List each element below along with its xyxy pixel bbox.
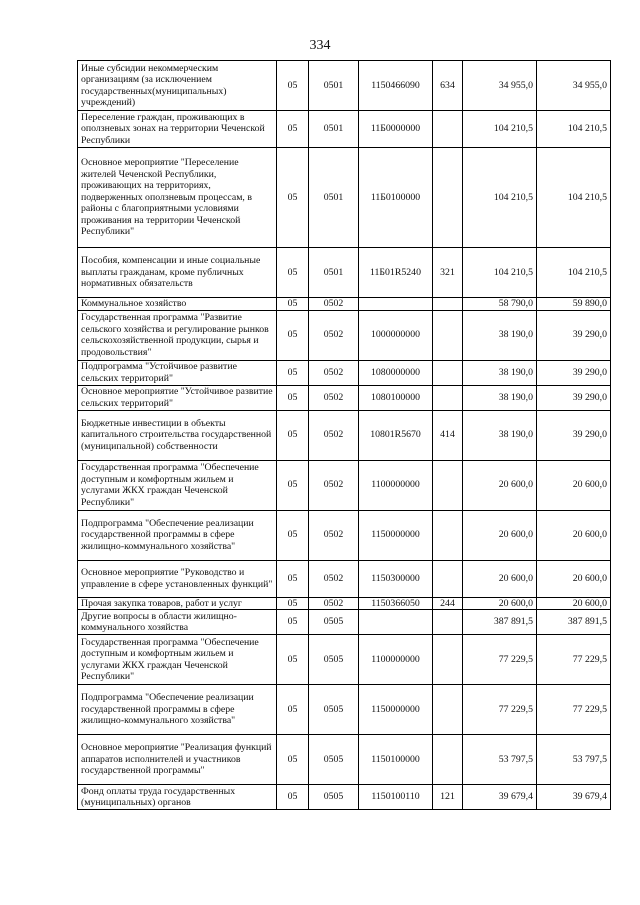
cell-name: Бюджетные инвестиции в объекты капитального строительства государственной (муниципальной) собственности: [78, 410, 277, 460]
table-row: [78, 360, 611, 385]
cell-subsection: 0502: [309, 597, 359, 610]
cell-subsection: 0502: [309, 460, 359, 510]
cell-amount-2: 39 290,0: [537, 410, 611, 460]
table-row: [78, 310, 611, 360]
cell-expense-type: 321: [433, 248, 463, 298]
cell-subsection: 0502: [309, 410, 359, 460]
cell-name: Основное мероприятие "Устойчивое развитие сельских территорий": [78, 385, 277, 410]
cell-section: 05: [277, 248, 309, 298]
cell-amount-2: 59 890,0: [537, 298, 611, 311]
table-row: [78, 510, 611, 560]
cell-amount-1: 38 190,0: [463, 310, 537, 360]
cell-section: 05: [277, 560, 309, 597]
budget-table-body: [78, 61, 611, 810]
cell-amount-1: 104 210,5: [463, 148, 537, 248]
cell-subsection: 0502: [309, 560, 359, 597]
cell-expense-type: [433, 610, 463, 635]
cell-name: Коммунальное хозяйство: [78, 298, 277, 311]
cell-expense-type: [433, 310, 463, 360]
cell-name: Государственная программа "Развитие сельского хозяйства и регулирование рынков сельскохозяйственной продукции, сырья и продовольствия": [78, 310, 277, 360]
cell-section: 05: [277, 310, 309, 360]
table-row: [78, 785, 611, 810]
table-row: [78, 460, 611, 510]
cell-target-article: 1150100000: [359, 735, 433, 785]
cell-subsection: 0501: [309, 148, 359, 248]
table-row: [78, 735, 611, 785]
cell-expense-type: [433, 510, 463, 560]
cell-subsection: 0505: [309, 635, 359, 685]
cell-amount-2: 39 290,0: [537, 360, 611, 385]
cell-subsection: 0505: [309, 610, 359, 635]
cell-amount-2: 20 600,0: [537, 597, 611, 610]
cell-amount-2: 34 955,0: [537, 61, 611, 111]
cell-expense-type: [433, 148, 463, 248]
cell-amount-1: 38 190,0: [463, 385, 537, 410]
cell-amount-2: 104 210,5: [537, 111, 611, 148]
cell-expense-type: [433, 360, 463, 385]
cell-section: 05: [277, 510, 309, 560]
cell-target-article: 11Б0100000: [359, 148, 433, 248]
cell-amount-1: 53 797,5: [463, 735, 537, 785]
cell-section: 05: [277, 735, 309, 785]
cell-expense-type: 244: [433, 597, 463, 610]
cell-amount-2: 77 229,5: [537, 685, 611, 735]
cell-section: 05: [277, 111, 309, 148]
table-row: [78, 148, 611, 248]
cell-section: 05: [277, 785, 309, 810]
cell-amount-1: 387 891,5: [463, 610, 537, 635]
cell-section: 05: [277, 610, 309, 635]
cell-amount-1: 39 679,4: [463, 785, 537, 810]
cell-name: Основное мероприятие "Переселение жителей Чеченской Республики, проживающих на территориях, подверженных оползневым процессам, в районы с благоприятными условиями проживания на территории Чеченской Республики": [78, 148, 277, 248]
cell-name: Другие вопросы в области жилищно-коммунального хозяйства: [78, 610, 277, 635]
cell-subsection: 0502: [309, 310, 359, 360]
cell-target-article: 1150300000: [359, 560, 433, 597]
cell-target-article: 1100000000: [359, 460, 433, 510]
cell-name: Переселение граждан, проживающих в оползневых зонах на территории Чеченской Республики: [78, 111, 277, 148]
cell-expense-type: 121: [433, 785, 463, 810]
cell-target-article: 1100000000: [359, 635, 433, 685]
cell-target-article: 1150000000: [359, 510, 433, 560]
cell-name: Государственная программа "Обеспечение доступным и комфортным жильем и услугами ЖКХ граждан Чеченской Республики": [78, 460, 277, 510]
cell-section: 05: [277, 460, 309, 510]
cell-expense-type: [433, 385, 463, 410]
cell-amount-1: 77 229,5: [463, 685, 537, 735]
cell-expense-type: [433, 111, 463, 148]
cell-name: Государственная программа "Обеспечение доступным и комфортным жильем и услугами ЖКХ граждан Чеченской Республики": [78, 635, 277, 685]
table-row: [78, 597, 611, 610]
cell-expense-type: [433, 735, 463, 785]
cell-amount-1: 38 190,0: [463, 360, 537, 385]
cell-amount-1: 20 600,0: [463, 510, 537, 560]
cell-target-article: 11Б0000000: [359, 111, 433, 148]
cell-amount-2: 77 229,5: [537, 635, 611, 685]
cell-subsection: 0505: [309, 685, 359, 735]
table-row: [78, 685, 611, 735]
cell-target-article: 1000000000: [359, 310, 433, 360]
cell-name: Прочая закупка товаров, работ и услуг: [78, 597, 277, 610]
cell-name: Иные субсидии некоммерческим организациям (за исключением государственных(муниципальных) учреждений): [78, 61, 277, 111]
cell-expense-type: [433, 460, 463, 510]
cell-subsection: 0505: [309, 735, 359, 785]
cell-target-article: 1150100110: [359, 785, 433, 810]
cell-name: Основное мероприятие "Руководство и управление в сфере установленных функций": [78, 560, 277, 597]
cell-amount-1: 20 600,0: [463, 560, 537, 597]
cell-expense-type: [433, 635, 463, 685]
cell-amount-2: 39 290,0: [537, 385, 611, 410]
cell-expense-type: [433, 560, 463, 597]
cell-section: 05: [277, 61, 309, 111]
cell-amount-1: 77 229,5: [463, 635, 537, 685]
budget-table: [77, 60, 611, 810]
cell-section: 05: [277, 298, 309, 311]
cell-subsection: 0502: [309, 510, 359, 560]
cell-amount-1: 34 955,0: [463, 61, 537, 111]
cell-amount-2: 20 600,0: [537, 560, 611, 597]
table-row: [78, 248, 611, 298]
cell-section: 05: [277, 360, 309, 385]
table-row: [78, 111, 611, 148]
cell-amount-2: 39 290,0: [537, 310, 611, 360]
cell-expense-type: 634: [433, 61, 463, 111]
cell-section: 05: [277, 385, 309, 410]
table-row: [78, 385, 611, 410]
cell-amount-1: 38 190,0: [463, 410, 537, 460]
table-row: [78, 635, 611, 685]
cell-subsection: 0505: [309, 785, 359, 810]
page-number: 334: [309, 38, 331, 53]
table-row: [78, 610, 611, 635]
table-row: [78, 61, 611, 111]
cell-amount-2: 104 210,5: [537, 148, 611, 248]
cell-amount-2: 39 679,4: [537, 785, 611, 810]
cell-target-article: 1150000000: [359, 685, 433, 735]
cell-amount-1: 20 600,0: [463, 597, 537, 610]
cell-amount-2: 104 210,5: [537, 248, 611, 298]
cell-section: 05: [277, 685, 309, 735]
cell-amount-1: 104 210,5: [463, 248, 537, 298]
cell-subsection: 0501: [309, 61, 359, 111]
cell-name: Подпрограмма "Обеспечение реализации государственной программы в сфере жилищно-коммунального хозяйства": [78, 510, 277, 560]
cell-target-article: [359, 298, 433, 311]
cell-name: Основное мероприятие "Реализация функций аппаратов исполнителей и участников государственной программы": [78, 735, 277, 785]
cell-amount-1: 104 210,5: [463, 111, 537, 148]
cell-target-article: 1080100000: [359, 385, 433, 410]
cell-amount-2: 53 797,5: [537, 735, 611, 785]
cell-amount-2: 387 891,5: [537, 610, 611, 635]
cell-subsection: 0501: [309, 248, 359, 298]
cell-section: 05: [277, 410, 309, 460]
cell-target-article: 1150466090: [359, 61, 433, 111]
cell-name: Подпрограмма "Устойчивое развитие сельских территорий": [78, 360, 277, 385]
cell-name: Подпрограмма "Обеспечение реализации государственной программы в сфере жилищно-коммунального хозяйства": [78, 685, 277, 735]
cell-name: Фонд оплаты труда государственных (муниципальных) органов: [78, 785, 277, 810]
cell-target-article: 1150366050: [359, 597, 433, 610]
cell-amount-2: 20 600,0: [537, 510, 611, 560]
cell-subsection: 0502: [309, 385, 359, 410]
cell-target-article: 10801R5670: [359, 410, 433, 460]
cell-subsection: 0502: [309, 360, 359, 385]
cell-target-article: 1080000000: [359, 360, 433, 385]
table-row: [78, 410, 611, 460]
cell-expense-type: [433, 298, 463, 311]
cell-target-article: 11Б01R5240: [359, 248, 433, 298]
cell-section: 05: [277, 635, 309, 685]
cell-amount-2: 20 600,0: [537, 460, 611, 510]
cell-target-article: [359, 610, 433, 635]
cell-section: 05: [277, 148, 309, 248]
cell-expense-type: 414: [433, 410, 463, 460]
cell-name: Пособия, компенсации и иные социальные выплаты гражданам, кроме публичных нормативных обязательств: [78, 248, 277, 298]
cell-subsection: 0501: [309, 111, 359, 148]
table-row: [78, 560, 611, 597]
cell-subsection: 0502: [309, 298, 359, 311]
table-row: [78, 298, 611, 311]
cell-expense-type: [433, 685, 463, 735]
cell-section: 05: [277, 597, 309, 610]
cell-amount-1: 58 790,0: [463, 298, 537, 311]
cell-amount-1: 20 600,0: [463, 460, 537, 510]
